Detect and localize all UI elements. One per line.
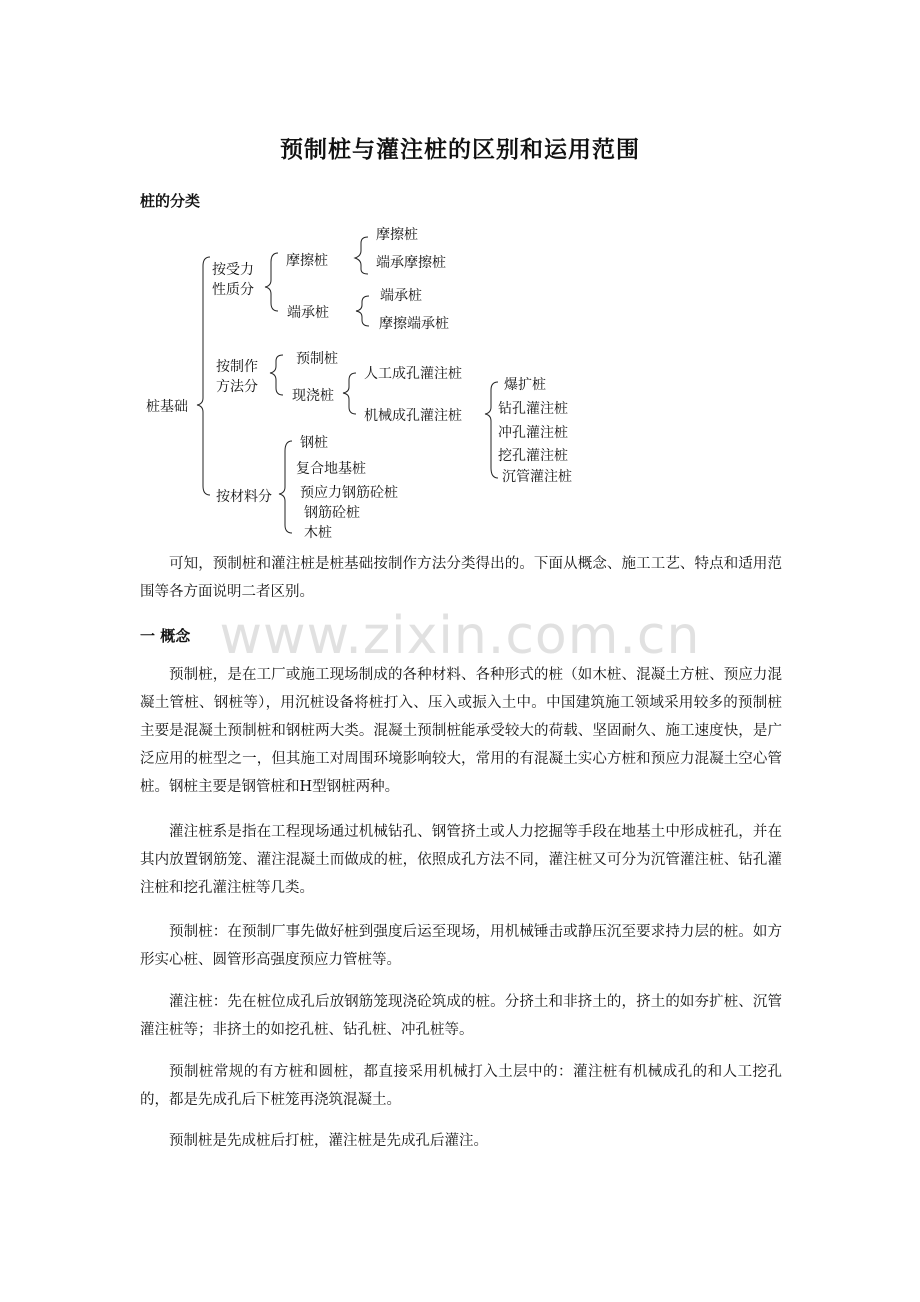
tree-friction-child-2: 端承摩擦桩 xyxy=(376,255,446,271)
brace-machine xyxy=(485,382,498,478)
tree-cast-child-machine: 机械成孔灌注桩 xyxy=(364,408,462,424)
tree-machine-child-1: 爆扩桩 xyxy=(504,377,546,393)
tree-root: 桩基础 xyxy=(146,399,188,415)
tree-friction-child-1: 摩擦桩 xyxy=(376,227,418,243)
watermark: www.zixin.com.cn xyxy=(219,606,701,666)
tree-precast-pile: 预制桩 xyxy=(296,351,338,367)
brace-friction xyxy=(355,237,368,274)
tree-method-label-2: 方法分 xyxy=(216,379,258,395)
tree-end-child-2: 摩擦端承桩 xyxy=(379,316,449,332)
tree-friction-pile: 摩擦桩 xyxy=(286,253,328,269)
page-title: 预制桩与灌注桩的区别和运用范围 xyxy=(280,136,640,163)
tree-cast-child-manual: 人工成孔灌注桩 xyxy=(364,366,462,382)
brace-root xyxy=(197,257,210,495)
tree-end-pile: 端承桩 xyxy=(287,305,329,321)
tree-method-label-1: 按制作 xyxy=(216,359,258,375)
tree-machine-child-4: 挖孔灌注桩 xyxy=(498,448,568,464)
tree-force-label-2: 性质分 xyxy=(212,282,254,298)
tree-machine-child-5: 沉管灌注桩 xyxy=(502,469,572,485)
paragraph-summary: 预制桩是先成桩后打桩，灌注桩是先成孔后灌注。 xyxy=(169,1133,488,1149)
tree-brackets xyxy=(0,0,920,560)
paragraph-precast-definition: 预制桩，是在工厂或施工现场制成的各种材料、各种形式的桩（如木桩、混凝土方桩、预应力混凝土管桩、钢桩等），用沉桩设备将桩打入、压入或振入土中。中国建筑施工领域采用较多的预制桩主要是混凝土预制桩和钢桩两大类。混凝土预制桩能承受较大的荷载、坚固耐久、施工速度快，是广泛应用的桩型之一，但其施工对周围环境影响较大，常用的有混凝土实心方桩和预应力混凝土空心管桩。钢桩主要是钢管桩和H型钢桩两种。 xyxy=(140,667,782,795)
intro-paragraph: 可知，预制桩和灌注桩是桩基础按制作方法分类得出的。下面从概念、施工工艺、特点和适用范围等各方面说明二者区别。 xyxy=(140,556,782,600)
tree-material-child-5: 木桩 xyxy=(304,525,332,541)
brace-cast xyxy=(343,373,356,414)
brace-end xyxy=(356,296,369,326)
tree-machine-child-3: 冲孔灌注桩 xyxy=(498,425,568,441)
section-heading-concept: 一 概念 xyxy=(140,627,191,645)
paragraph-cast-definition: 灌注桩系是指在工程现场通过机械钻孔、钢管挤土或人力挖掘等手段在地基土中形成桩孔，并在其内放置钢筋笼、灌注混凝土而做成的桩，依照成孔方法不同，灌注桩又可分为沉管灌注桩、钻孔灌注桩和挖孔灌注桩等几类。 xyxy=(140,824,782,896)
tree-material-child-4: 钢筋砼桩 xyxy=(304,505,360,521)
tree-material-child-1: 钢桩 xyxy=(300,435,328,451)
tree-cast-pile: 现浇桩 xyxy=(292,388,334,404)
section-heading-classification: 桩的分类 xyxy=(140,192,201,210)
tree-machine-child-2: 钻孔灌注桩 xyxy=(498,401,568,417)
tree-material-child-3: 预应力钢筋砼桩 xyxy=(300,485,398,501)
tree-end-child-1: 端承桩 xyxy=(380,288,422,304)
tree-material-label: 按材料分 xyxy=(216,489,272,505)
paragraph-precast-short: 预制桩：在预制厂事先做好桩到强度后运至现场，用机械锤击或静压沉至要求持力层的桩。如方形实心桩、圆管形高强度预应力管桩等。 xyxy=(140,924,782,968)
brace-force xyxy=(265,253,278,311)
tree-force-label-1: 按受力 xyxy=(212,262,254,278)
brace-material xyxy=(279,441,292,533)
tree-material-child-2: 复合地基桩 xyxy=(296,461,366,477)
paragraph-cast-short: 灌注桩：先在桩位成孔后放钢筋笼现浇砼筑成的桩。分挤土和非挤土的，挤土的如夯扩桩、沉管灌注桩等；非挤土的如挖孔桩、钻孔桩、冲孔桩等。 xyxy=(140,994,782,1038)
brace-method xyxy=(270,355,283,395)
paragraph-comparison: 预制桩常规的有方桩和圆桩，都直接采用机械打入土层中的：灌注桩有机械成孔的和人工挖孔的，都是先成孔后下桩笼再浇筑混凝土。 xyxy=(140,1064,782,1108)
